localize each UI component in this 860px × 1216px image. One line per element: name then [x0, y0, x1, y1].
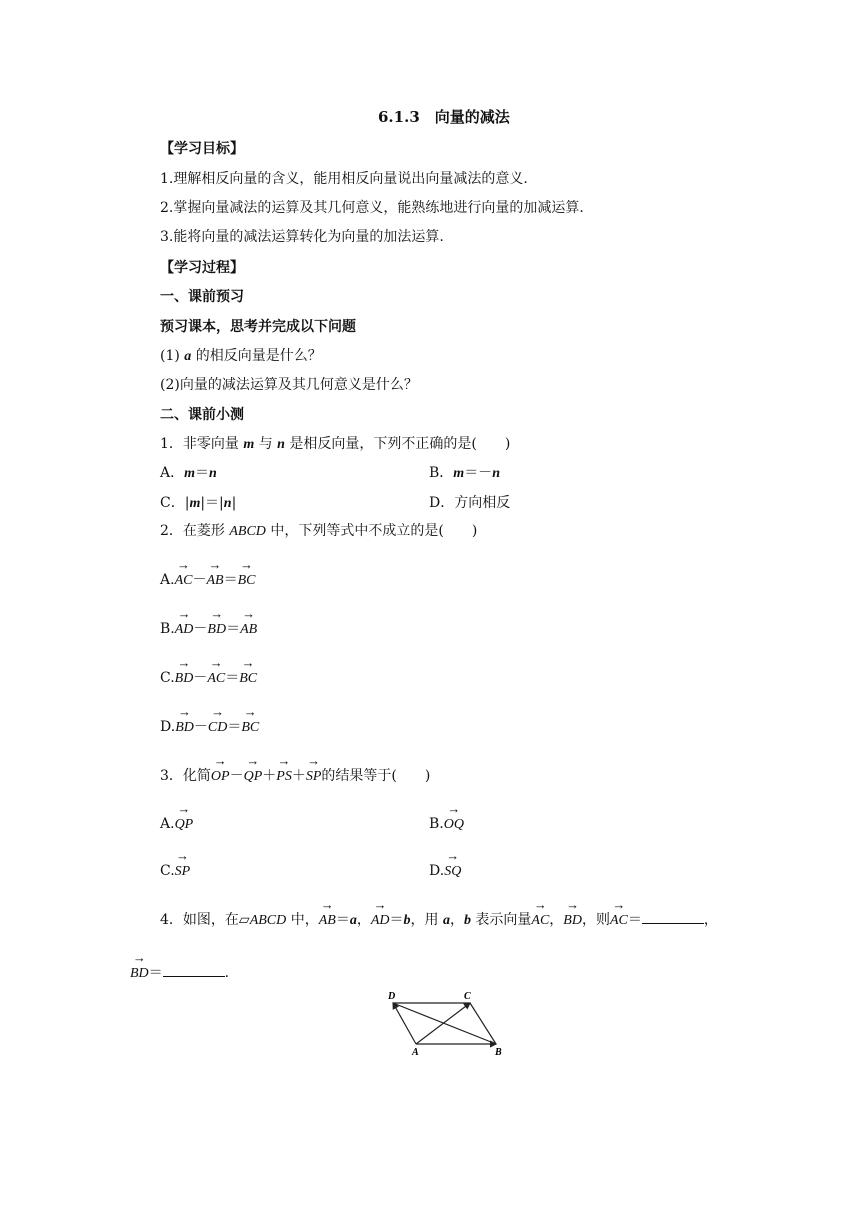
q-num: (1) — [160, 348, 185, 364]
operator: ＝ — [227, 719, 242, 735]
goals-header: 【学习目标】 — [160, 141, 244, 157]
option-label: A. — [160, 572, 175, 588]
vector: → BC — [239, 670, 257, 688]
stem-text: 中，下列等式中不成立的是( ) — [265, 523, 478, 539]
stem-text: 3．化简 — [160, 768, 211, 784]
stem-text: ， — [356, 912, 371, 928]
stem-text: ， — [449, 912, 464, 928]
stem-text: ，用 — [410, 912, 443, 928]
vector-a: a — [184, 349, 192, 364]
vector-a: a — [442, 913, 450, 928]
question-3-option-c[interactable] — [160, 862, 190, 881]
vertex-label-b: B — [495, 1047, 502, 1058]
vector: → BC — [241, 719, 259, 737]
question-3-stem — [160, 767, 430, 786]
question-2-stem — [160, 522, 477, 541]
answer-blank-2[interactable] — [163, 964, 225, 977]
question-4-line-2 — [130, 964, 229, 983]
operator: ＝ — [389, 912, 404, 928]
stem-text: 1．非零向量 — [160, 436, 244, 452]
shape-name: ABCD — [229, 524, 266, 539]
vector: → AB — [240, 621, 257, 639]
vector-b: b — [403, 913, 411, 928]
operator: ＝ — [627, 912, 642, 928]
stem-text: 与 — [254, 436, 278, 452]
operator: ＋ — [262, 768, 277, 784]
operator: ＝－ — [464, 465, 493, 481]
stem-text: ， — [703, 912, 718, 928]
option-label: C． — [160, 495, 185, 511]
preview-question-1 — [160, 347, 322, 366]
q-text: 的相反向量是什么？ — [191, 348, 322, 364]
vector: → AB — [319, 912, 336, 930]
option-text: 方向相反 — [454, 495, 511, 511]
question-1-stem — [160, 435, 510, 454]
stem-text: 中， — [286, 912, 319, 928]
vector: → BD — [563, 912, 582, 930]
question-2-option-b[interactable] — [160, 620, 257, 639]
vector: → PS — [276, 768, 292, 786]
vector: → AC — [610, 912, 628, 930]
vector: → BD — [175, 670, 194, 688]
vector: → AB — [206, 572, 223, 590]
vector-b: b — [463, 913, 471, 928]
option-label: C. — [160, 863, 175, 879]
parallelogram-figure — [382, 988, 522, 1060]
vector: → OP — [211, 768, 230, 786]
vector: → SP — [306, 768, 322, 786]
option-label: D． — [429, 495, 455, 511]
stem-text: 表示向量 — [470, 912, 532, 928]
question-3-option-d[interactable] — [429, 862, 461, 881]
vector: → QP — [244, 768, 263, 786]
vertex-label-d: D — [388, 991, 396, 1002]
section-preview: 一、课前预习 — [160, 289, 244, 305]
vector-n: n — [209, 466, 217, 481]
vector-a: a — [349, 913, 357, 928]
operator: ＝ — [225, 670, 240, 686]
vector-m: m — [184, 466, 196, 481]
stem-text: 的结果等于( ) — [321, 768, 431, 784]
abs-bar: | — [184, 495, 190, 511]
vector: → SQ — [444, 863, 461, 881]
vector: → AD — [175, 621, 194, 639]
vector: → CD — [208, 719, 227, 737]
question-3-option-a[interactable] — [160, 815, 193, 834]
vector-ad-line — [393, 1003, 416, 1044]
operator: ＝ — [226, 621, 241, 637]
parallelogram-symbol: ▱ — [238, 912, 250, 928]
vector: → AC — [531, 912, 549, 930]
vector: → BD — [175, 719, 194, 737]
operator: ＝ — [223, 572, 238, 588]
question-2-option-a[interactable] — [160, 571, 255, 590]
option-label: C. — [160, 670, 175, 686]
question-1-option-d[interactable] — [429, 494, 510, 512]
diagonal-bd-line — [393, 1003, 496, 1044]
option-label: B. — [160, 621, 175, 637]
side-cb-line — [470, 1003, 496, 1044]
vertex-label-c: C — [464, 991, 471, 1002]
vertex-label-a: A — [412, 1047, 419, 1058]
operator: |＝| — [200, 495, 224, 511]
vector: → BC — [238, 572, 256, 590]
vector: → AC — [207, 670, 225, 688]
operator: ＝ — [335, 912, 350, 928]
operator: ＋ — [291, 768, 306, 784]
option-label: B. — [429, 816, 444, 832]
answer-blank-1[interactable] — [642, 911, 704, 924]
vector: → AC — [175, 572, 193, 590]
shape-name: ABCD — [249, 913, 287, 928]
vector: → BD — [130, 965, 149, 983]
operator: － — [192, 572, 207, 588]
question-3-option-b[interactable] — [429, 815, 464, 834]
stem-text: ， — [549, 912, 564, 928]
page-title: 6.1.3 向量的减法 — [378, 108, 510, 126]
operator: － — [193, 719, 208, 735]
vector-m: m — [189, 496, 201, 511]
vector: → AD — [371, 912, 390, 930]
option-label: B． — [429, 465, 454, 481]
stem-text: . — [224, 965, 230, 981]
goal-3: 3.能将向量的减法运算转化为向量的加法运算. — [160, 229, 444, 245]
option-label: D. — [160, 719, 176, 735]
vector-n: n — [492, 466, 500, 481]
question-2-option-c[interactable] — [160, 669, 257, 688]
question-4-stem — [160, 911, 718, 930]
operator: － — [193, 670, 208, 686]
vector-m: m — [453, 466, 465, 481]
operator: － — [229, 768, 244, 784]
question-1-option-b[interactable] — [429, 464, 500, 483]
option-label: D. — [429, 863, 445, 879]
stem-text: 2．在菱形 — [160, 523, 230, 539]
option-label: A． — [160, 465, 185, 481]
section-quiz: 二、课前小测 — [160, 407, 244, 423]
option-label: A. — [160, 816, 175, 832]
preview-question-2: (2)向量的减法运算及其几何意义是什么？ — [160, 377, 418, 393]
vector: → SP — [175, 863, 191, 881]
vector-n: n — [223, 496, 232, 511]
stem-text: ，则 — [581, 912, 610, 928]
preview-prompt: 预习课本，思考并完成以下问题 — [160, 319, 356, 335]
vector: → OQ — [444, 816, 464, 834]
operator: ＝ — [148, 965, 163, 981]
operator: ＝ — [195, 465, 210, 481]
process-header: 【学习过程】 — [160, 260, 244, 276]
question-1-option-a[interactable] — [160, 464, 217, 483]
goal-2: 2.掌握向量减法的运算及其几何意义，能熟练地进行向量的加减运算. — [160, 200, 584, 216]
vector-n: n — [277, 437, 285, 452]
goal-1: 1.理解相反向量的含义，能用相反向量说出向量减法的意义. — [160, 171, 528, 187]
question-1-option-c[interactable] — [160, 494, 236, 513]
vector: → BD — [207, 621, 226, 639]
operator: － — [193, 621, 208, 637]
vector-m: m — [243, 437, 255, 452]
question-2-option-d[interactable] — [160, 718, 259, 737]
stem-text: 是相反向量，下列不正确的是( ) — [284, 436, 511, 452]
vector: → QP — [175, 816, 194, 834]
stem-text: 4．如图，在 — [160, 912, 239, 928]
abs-bar: | — [231, 495, 237, 511]
